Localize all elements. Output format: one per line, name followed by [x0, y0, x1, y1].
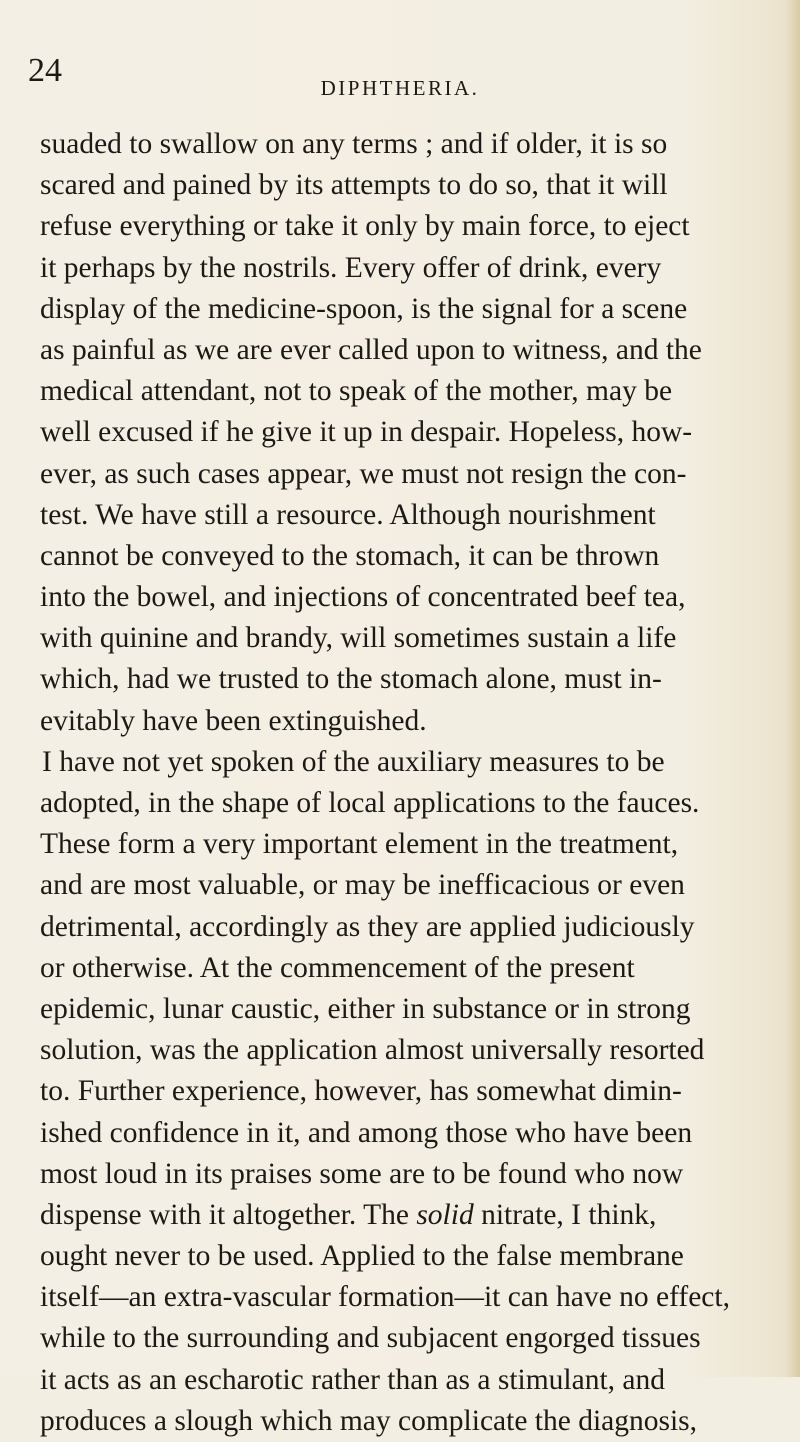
text-line: epidemic, lunar caustic, either in substance or in strong [40, 992, 691, 1025]
running-title: DIPHTHERIA. [320, 76, 480, 100]
text-line: and are most valuable, or may be inefficacious or even [40, 869, 685, 902]
text-line: with quinine and brandy, will sometimes sustain a life [40, 622, 677, 655]
text-line: ever, as such cases appear, we must not resign the con- [40, 457, 687, 490]
text-line: it perhaps by the nostrils. Every offer of drink, every [40, 251, 662, 284]
body-text [40, 124, 760, 1442]
page-edge-shading [786, 0, 800, 1377]
text-line: as painful as we are ever called upon to witness, and the [40, 333, 702, 366]
text-line: medical attendant, not to speak of the mother, may be [40, 375, 673, 408]
text-line: solution, was the application almost universally resorted [40, 1034, 705, 1067]
text-line: to. Further experience, however, has somewhat dimin- [40, 1075, 682, 1108]
text-line: adopted, in the shape of local applications to the fauces. [40, 787, 700, 819]
text-line: well excused if he give it up in despair. Hopeless, how- [40, 416, 693, 449]
text-line: These form a very important element in the treatment, [40, 828, 679, 861]
text-line: into the bowel, and injections of concentrated beef tea, [40, 581, 686, 614]
text-line: evitably have been extinguished. [40, 704, 427, 737]
text-line: itself—an extra-vascular formation—it can have no effect, [40, 1281, 730, 1314]
text-line: while to the surrounding and subjacent engorged tissues [40, 1322, 701, 1355]
text-line: detrimental, accordingly as they are applied judiciously [40, 910, 695, 943]
italic-word: solid [416, 1198, 474, 1231]
text-line: test. We have still a resource. Although nourishment [40, 498, 656, 531]
text-line: or otherwise. At the commencement of the present [40, 951, 635, 984]
text-line: ought never to be used. Applied to the false membrane [40, 1240, 684, 1273]
text-line: refuse everything or take it only by main force, to eject [40, 210, 690, 243]
text-line: produces a slough which may complicate the diagnosis, [40, 1404, 698, 1437]
line-text-after: nitrate, I think, [473, 1198, 657, 1231]
text-line: scared and pained by its attempts to do so, that it will [40, 169, 668, 202]
text-line-with-italic [40, 1195, 760, 1236]
text-line: display of the medicine-spoon, is the signal for a scene [40, 292, 688, 325]
text-line: I have not yet spoken of the auxiliary measures to be [42, 745, 665, 778]
text-line: suaded to swallow on any terms ; and if older, it is so [40, 128, 668, 160]
text-line: which, had we trusted to the stomach alone, must in- [40, 663, 662, 696]
text-line: ished confidence in it, and among those who have been [40, 1116, 693, 1149]
page-number: 24 [28, 52, 62, 89]
text-line: cannot be conveyed to the stomach, it can be thrown [40, 539, 660, 572]
text-line: most loud in its praises some are to be found who now [40, 1157, 684, 1190]
text-line: it acts as an escharotic rather than as a stimulant, and [40, 1363, 666, 1396]
line-text-before: dispense with it altogether. The [40, 1198, 417, 1231]
